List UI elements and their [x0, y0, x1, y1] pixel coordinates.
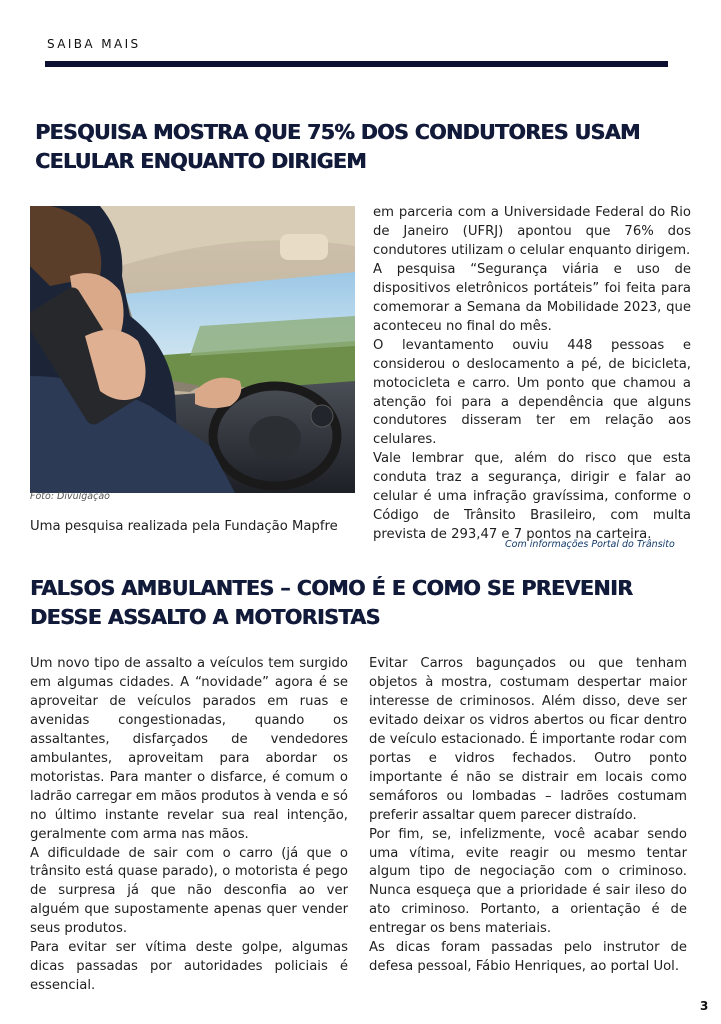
paragraph: As dicas foram passadas pelo instrutor de defesa pessoal, Fábio Henriques, ao portal Uol. [369, 940, 687, 975]
section-kicker: SAIBA MAIS [47, 37, 141, 51]
article2-body-right [369, 655, 687, 977]
paragraph: A pesquisa “Segurança viária e uso de dispositivos eletrônicos portáteis” foi feita para comemorar a Semana da Mobilidade 2023, que aconteceu no final do mês. [373, 261, 691, 334]
paragraph: em parceria com a Universidade Federal do Rio de Janeiro (UFRJ) apontou que 76% dos condutores utilizam o celular enquanto dirigem. [373, 205, 691, 258]
page-number: 3 [700, 999, 709, 1013]
header-rule [45, 61, 668, 67]
paragraph: O levantamento ouviu 448 pessoas e considerou o deslocamento a pé, de bicicleta, motocicleta e carro. Um ponto que chamou a atenção foi para a dependência que alguns condutores disseram ter em relação aos celulares. [373, 337, 691, 448]
driver-on-phone-photo [30, 206, 355, 493]
paragraph: Vale lembrar que, além do risco que esta conduta traz a segurança, dirigir e falar ao celular é uma infração gravíssima, conforme o Código de Trânsito Brasileiro, com multa prevista de 293,47 e 7 pontos na carteira. [373, 451, 691, 543]
photo-credit: Foto: Divulgação [30, 491, 110, 502]
article2-title: FALSOS AMBULANTES – COMO É E COMO SE PREVENIR DESSE ASSALTO A MOTORISTAS [30, 576, 633, 629]
paragraph: A dificuldade de sair com o carro (já que o trânsito está quase parado), o motorista é pego de surpresa já que não desconfia ao ver alguém que supostamente apenas quer vender seus produtos. [30, 845, 348, 937]
article1-source: Com informações Portal do Trânsito [505, 539, 675, 550]
article2-body-left [30, 655, 348, 996]
article-photo [30, 206, 355, 493]
article1-lead: Uma pesquisa realizada pela Fundação Mapfre [30, 519, 338, 534]
article1-title: PESQUISA MOSTRA QUE 75% DOS CONDUTORES USAM CELULAR ENQUANTO DIRIGEM [35, 120, 640, 173]
paragraph: Evitar Carros bagunçados ou que tenham objetos à mostra, costumam despertar maior interesse de criminosos. Além disso, deve ser evitado deixar os vidros abertos ou ficar dentro de veículo estacionado. É importante rodar com portas e vidros fechados. Outro ponto importante é não se distrair em locais como semáforos ou lombadas – ladrões costumam preferir assaltar quem parecer distraído. [369, 656, 687, 823]
article1-body [373, 204, 691, 545]
paragraph: Por fim, se, infelizmente, você acabar sendo uma vítima, evite reagir ou mesmo tentar algum tipo de negociação com o criminoso. Nunca esqueça que a prioridade é sair ileso do ato criminoso. Portanto, a orientação é de entregar os bens materiais. [369, 826, 687, 937]
paragraph: Um novo tipo de assalto a veículos tem surgido em algumas cidades. A “novidade” agora é se aproveitar de veículos parados em ruas e avenidas congestionadas, quando os assaltantes, disfarçados de vendedores ambulantes, aproveitam para abordar os motoristas. Para manter o disfarce, é comum o ladrão carregar em mãos produtos à venda e só no último instante revelar sua real intenção, geralmente com arma nas mãos. [30, 656, 348, 842]
paragraph: Para evitar ser vítima deste golpe, algumas dicas passadas por autoridades policiais é essencial. [30, 940, 348, 994]
